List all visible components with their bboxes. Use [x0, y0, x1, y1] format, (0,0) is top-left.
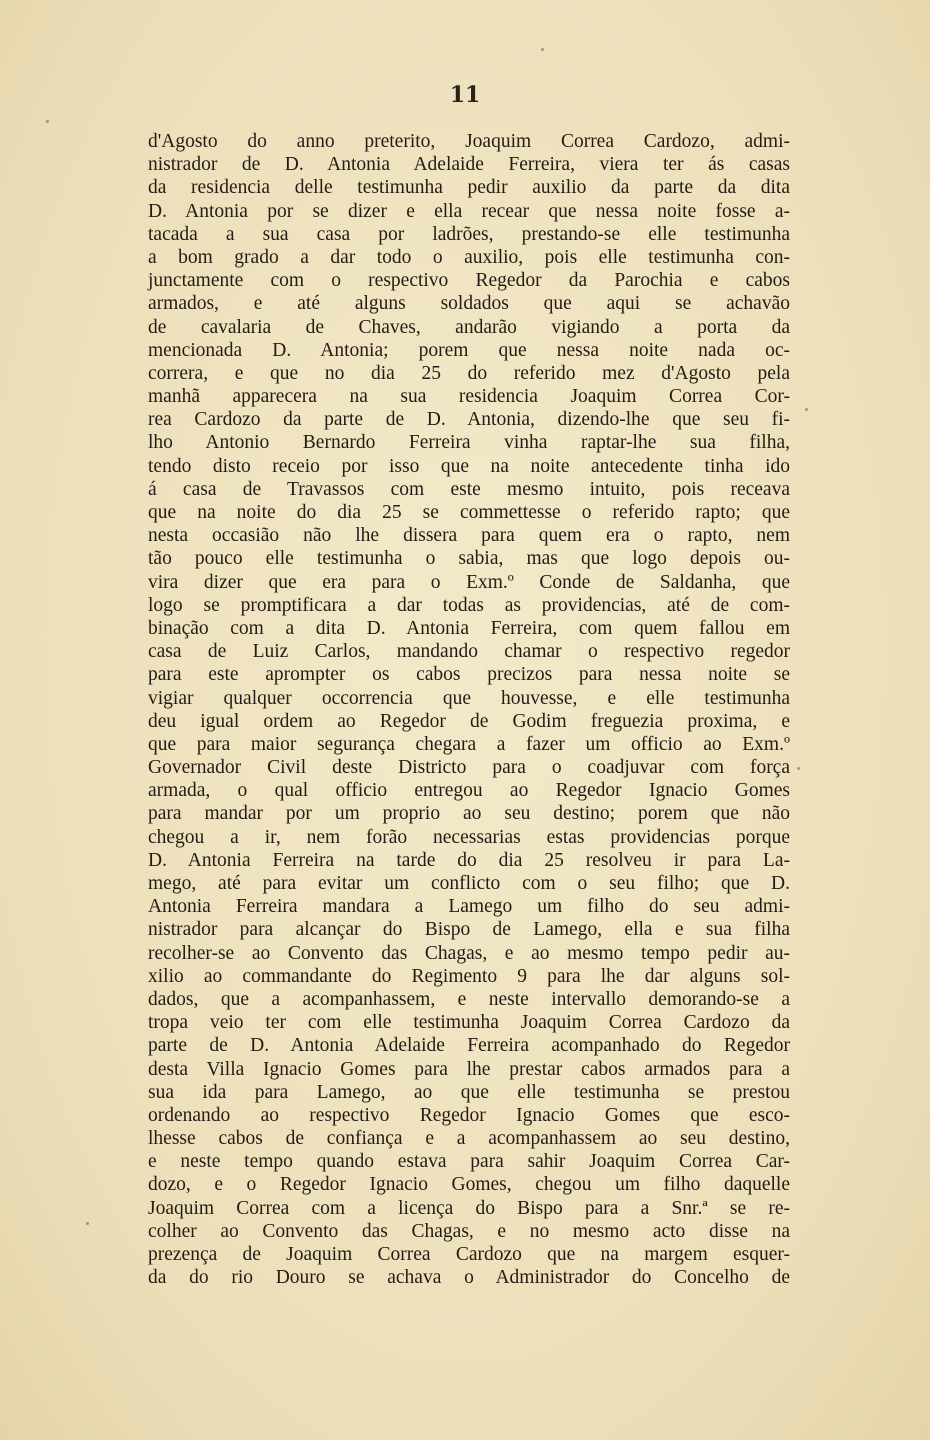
text-line: dados, que a acompanhassem, e neste intervallo demorando-se a	[148, 988, 790, 1010]
paper-speck	[541, 48, 544, 51]
text-line: da residencia delle testimunha pedir auxilio da parte da dita	[148, 177, 790, 199]
text-line: vira dizer que era para o Exm.º Conde de Saldanha, que	[148, 571, 790, 593]
text-line: Governador Civil deste Districto para o coadjuvar com força	[148, 757, 790, 779]
text-line: ordenando ao respectivo Regedor Ignacio Gomes que esco-	[148, 1104, 790, 1126]
text-line: da do rio Douro se achava o Administrador do Concelho de	[148, 1267, 790, 1289]
text-line: armada, o qual officio entregou ao Regedor Ignacio Gomes	[148, 780, 790, 802]
text-line: colher ao Convento das Chagas, e no mesmo acto disse na	[148, 1220, 790, 1242]
paper-speck	[86, 1222, 89, 1225]
text-line: que na noite do dia 25 se commettesse o referido rapto; que	[148, 502, 790, 523]
paper-speck	[797, 767, 800, 770]
text-line: d'Agosto do anno preterito, Joaquim Correa Cardozo, admi-	[148, 131, 790, 152]
text-line: e neste tempo quando estava para sahir Joaquim Correa Car-	[148, 1151, 790, 1173]
text-line: á casa de Travassos com este mesmo intuito, pois receava	[148, 478, 790, 500]
text-line: vigiar qualquer occorrencia que houvesse, e elle testimunha	[148, 687, 790, 709]
text-line: deu igual ordem ao Regedor de Godim freguezia proxima, e	[148, 710, 790, 732]
text-line: de cavalaria de Chaves, andarão vigiando a porta da	[148, 316, 790, 338]
text-line: parte de D. Antonia Adelaide Ferreira acompanhado do Regedor	[148, 1035, 790, 1057]
text-line: tão pouco elle testimunha o sabia, mas que logo depois ou-	[148, 548, 790, 570]
text-line: logo se promptificara a dar todas as providencias, até de com-	[148, 594, 790, 616]
text-line: que para maior segurança chegara a fazer um officio ao Exm.º	[148, 733, 790, 755]
page-number: 11	[449, 82, 481, 108]
text-line: tacada a sua casa por ladrões, prestando-se elle testimunha	[148, 223, 790, 245]
text-line: dozo, e o Regedor Ignacio Gomes, chegou um filho daquelle	[148, 1174, 790, 1196]
text-line: chegou a ir, nem forão necessarias estas providencias porque	[148, 826, 790, 848]
text-line: prezença de Joaquim Correa Cardozo que na margem esquer-	[148, 1244, 790, 1265]
text-line: desta Villa Ignacio Gomes para lhe prestar cabos armados para a	[148, 1058, 790, 1080]
text-line: binação com a dita D. Antonia Ferreira, com quem fallou em	[148, 617, 790, 639]
text-line: tendo disto receio por isso que na noite antecedente tinha ido	[148, 455, 790, 477]
body-text	[148, 130, 790, 1289]
text-line: armados, e até alguns soldados que aqui se achavão	[148, 293, 790, 315]
text-line: lhesse cabos de confiança e a acompanhassem ao seu destino,	[148, 1128, 790, 1150]
text-line: nistrador para alcançar do Bispo de Lamego, ella e sua filha	[148, 919, 790, 941]
text-line: lho Antonio Bernardo Ferreira vinha raptar-lhe sua filha,	[148, 432, 790, 454]
text-line: nesta occasião não lhe dissera para quem era o rapto, nem	[148, 525, 790, 547]
text-line: nistrador de D. Antonia Adelaide Ferreira, viera ter ás casas	[148, 154, 790, 176]
text-line: Joaquim Correa com a licença do Bispo para a Snr.ª se re-	[148, 1197, 790, 1219]
text-line: para este aprompter os cabos precizos para nessa noite se	[148, 664, 790, 686]
text-line: Antonia Ferreira mandara a Lamego um filho do seu admi-	[148, 896, 790, 918]
text-line: junctamente com o respectivo Regedor da Parochia e cabos	[148, 270, 790, 292]
paper-speck	[46, 120, 49, 123]
text-line: sua ida para Lamego, ao que elle testimunha se prestou	[148, 1081, 790, 1103]
text-line: casa de Luiz Carlos, mandando chamar o respectivo regedor	[148, 641, 790, 663]
text-line: xilio ao commandante do Regimento 9 para lhe dar alguns sol-	[148, 965, 790, 987]
text-line: para mandar por um proprio ao seu destino; porem que não	[148, 803, 790, 825]
paper-speck	[805, 408, 808, 411]
text-line: mencionada D. Antonia; porem que nessa noite nada oc-	[148, 339, 790, 361]
text-line: recolher-se ao Convento das Chagas, e ao mesmo tempo pedir au-	[148, 942, 790, 964]
text-line: D. Antonia por se dizer e ella recear que nessa noite fosse a-	[148, 200, 790, 222]
text-line: mego, até para evitar um conflicto com o seu filho; que D.	[148, 873, 790, 894]
text-line: a bom grado a dar todo o auxilio, pois elle testimunha con-	[148, 246, 790, 268]
text-line: rea Cardozo da parte de D. Antonia, dizendo-lhe que seu fi-	[148, 409, 790, 431]
text-line: D. Antonia Ferreira na tarde do dia 25 resolveu ir para La-	[148, 849, 790, 871]
text-line: correra, e que no dia 25 do referido mez d'Agosto pela	[148, 362, 790, 384]
text-line: manhã apparecera na sua residencia Joaquim Correa Cor-	[148, 386, 790, 408]
text-line: tropa veio ter com elle testimunha Joaquim Correa Cardozo da	[148, 1012, 790, 1034]
